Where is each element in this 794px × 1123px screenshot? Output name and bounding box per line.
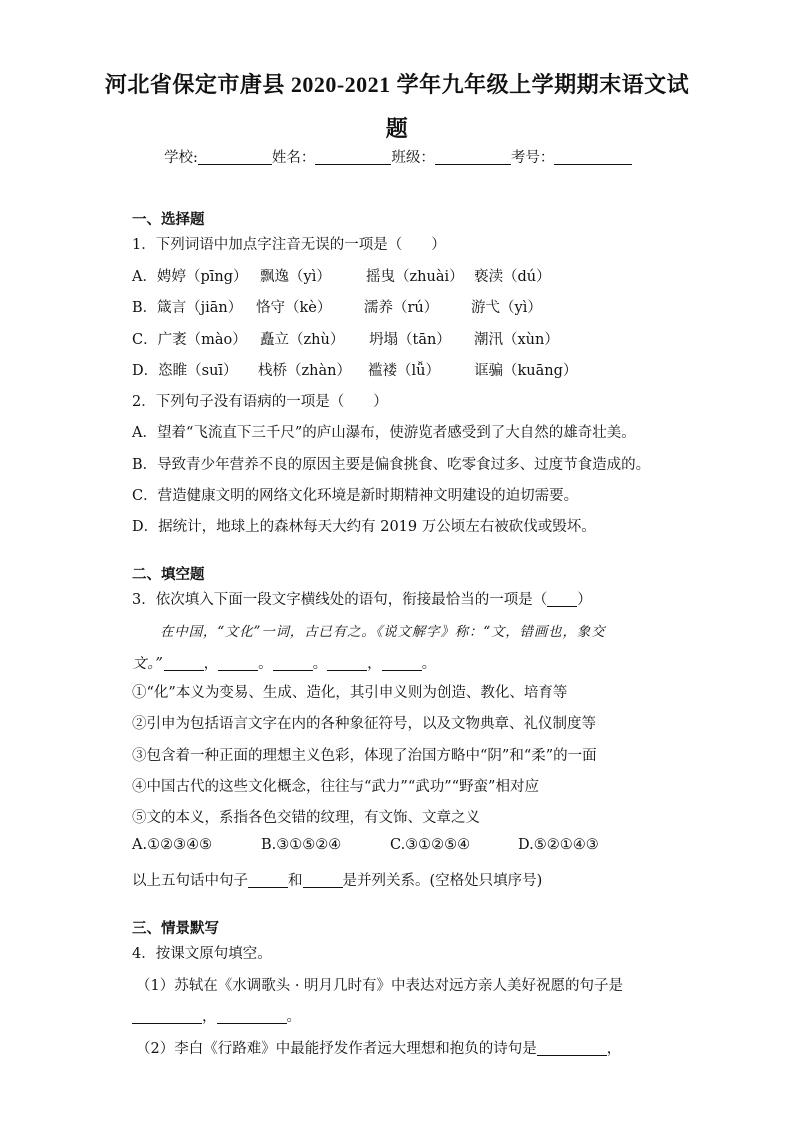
question-2-option-a: A．望着“飞流直下三千尺”的庐山瀑布，使游览者感受到了大自然的雄奇壮美。	[132, 425, 636, 441]
option-d-word-1: D．恣睢（suī）	[132, 363, 238, 379]
option-b-word-4: 游弋（yì）	[471, 300, 542, 316]
question-1-stem: 1．下列词语中加点字注音无误的一项是（ ）	[132, 237, 446, 253]
number-label: 考号：	[510, 150, 555, 166]
question-3-sentence-5: ⑤文的本义，系指各色交错的纹理，有文饰、文章之义	[132, 810, 480, 826]
choice-b: B.③①⑤②④	[261, 837, 342, 853]
option-d-word-3: 褴褛（lǚ）	[368, 363, 440, 379]
exam-title-line1: 河北省保定市唐县 2020-2021 学年九年级上学期期末语文试	[104, 72, 690, 97]
question-3-stem-text: 3．依次填入下面一段文字横线处的语句，衔接最恰当的一项是（	[132, 592, 548, 608]
option-a-word-1: A．娉婷（pīng）	[132, 269, 248, 285]
option-b-word-1: B．箴言（jiān）	[132, 300, 243, 316]
followup-blank-1[interactable]	[248, 873, 288, 888]
followup-text-c: 是并列关系。(空格处只填序号)	[342, 873, 543, 889]
name-field[interactable]	[315, 150, 391, 165]
section-heading-recitation: 三、情景默写	[132, 920, 219, 937]
followup-text-b: 和	[288, 873, 303, 889]
passage-blank-5[interactable]	[382, 656, 422, 671]
option-a-word-3: 摇曳（zhuài）	[366, 269, 464, 285]
option-c-word-4: 潮汛（xùn）	[474, 332, 559, 348]
option-b-word-2: 恪守（kè）	[256, 300, 332, 316]
school-label: 学校:	[164, 150, 198, 166]
exam-title-line2: 题	[385, 116, 409, 141]
option-c-word-3: 坍塌（tān）	[369, 332, 451, 348]
question-4-item-2: （2）李白《行路难》中最能抒发作者远大理想和抱负的诗句是 ，	[136, 1041, 622, 1057]
item2-text: （2）李白《行路难》中最能抒发作者远大理想和抱负的诗句是	[136, 1041, 537, 1057]
section-heading-choice: 一、选择题	[132, 211, 205, 228]
passage-blank-3[interactable]	[273, 656, 313, 671]
choice-d: D.⑤②①④③	[518, 837, 599, 853]
passage-blank-2[interactable]	[218, 656, 258, 671]
name-label: 姓名：	[271, 150, 316, 166]
question-2-option-b: B．导致青少年营养不良的原因主要是偏食挑食、吃零食过多、过度节食造成的。	[132, 457, 651, 473]
question-4-item-1-answer: ， 。	[132, 1005, 301, 1026]
question-4-item-1: （1）苏轼在《水调歌头 · 明月几时有》中表达对远方亲人美好祝愿的句子是	[136, 978, 624, 994]
passage-blank-1[interactable]	[164, 656, 204, 671]
choice-a: A.①②③④⑤	[132, 837, 213, 853]
question-4-stem: 4．按课文原句填空。	[132, 946, 272, 962]
school-field[interactable]	[198, 150, 272, 165]
question-2-option-c: C．营造健康文明的网络文化环境是新时期精神文明建设的迫切需要。	[132, 488, 579, 504]
question-3-sentence-2: ②引申为包括语言文字在内的各种象征符号，以及文物典章、礼仪制度等	[132, 716, 596, 732]
question-3-answer-blank[interactable]	[547, 592, 577, 607]
option-a-word-4: 亵渎（dú）	[474, 269, 551, 285]
followup-text-a: 以上五句话中句子	[132, 873, 248, 889]
number-field[interactable]	[554, 150, 632, 165]
question-3-followup	[132, 869, 542, 890]
item1-blank-1[interactable]	[132, 1009, 202, 1024]
question-2-option-d: D．据统计，地球上的森林每天大约有 2019 万公顷左右被砍伐或毁坏。	[132, 519, 596, 535]
question-3-sentence-3: ③包含着一种正面的理想主义色彩，体现了治国方略中“阴”和“柔”的一面	[132, 748, 597, 764]
item1-blank-2[interactable]	[217, 1009, 287, 1024]
option-a-word-2: 飘逸（yì）	[260, 269, 331, 285]
passage-line2-text: 文。”	[132, 656, 164, 672]
item2-blank-1[interactable]	[537, 1041, 607, 1056]
option-c-word-2: 矗立（zhù）	[260, 332, 345, 348]
question-3-stem-close: ）	[577, 592, 592, 608]
option-b-word-3: 濡养（rú）	[364, 300, 439, 316]
section-heading-fill: 二、填空题	[132, 566, 205, 583]
option-d-word-2: 栈桥（zhàn）	[258, 363, 351, 379]
option-c-word-1: C．广袤（mào）	[132, 332, 247, 348]
option-d-word-4: 诓骗（kuāng）	[474, 363, 578, 379]
class-field[interactable]	[435, 150, 511, 165]
followup-blank-2[interactable]	[303, 873, 343, 888]
class-label: 班级：	[391, 150, 435, 166]
question-3-passage-line2: 文。” ， 。 。 ， 。	[132, 656, 437, 672]
passage-blank-4[interactable]	[327, 656, 367, 671]
question-2-stem: 2．下列句子没有语病的一项是（ ）	[132, 394, 388, 410]
student-info-row	[164, 146, 632, 167]
question-3-sentence-4: ④中国古代的这些文化概念，往往与“武力”“武功”“野蛮”相对应	[132, 779, 539, 795]
question-3-stem	[132, 588, 592, 609]
question-3-sentence-1: ①“化”本义为变易、生成、造化，其引申义则为创造、教化、培育等	[132, 685, 568, 701]
choice-c: C.③①②⑤④	[390, 837, 471, 853]
question-3-passage-line1: 在中国，“文化”一词，古已有之。《说文解字》称：“文，错画也，象交	[160, 624, 606, 640]
